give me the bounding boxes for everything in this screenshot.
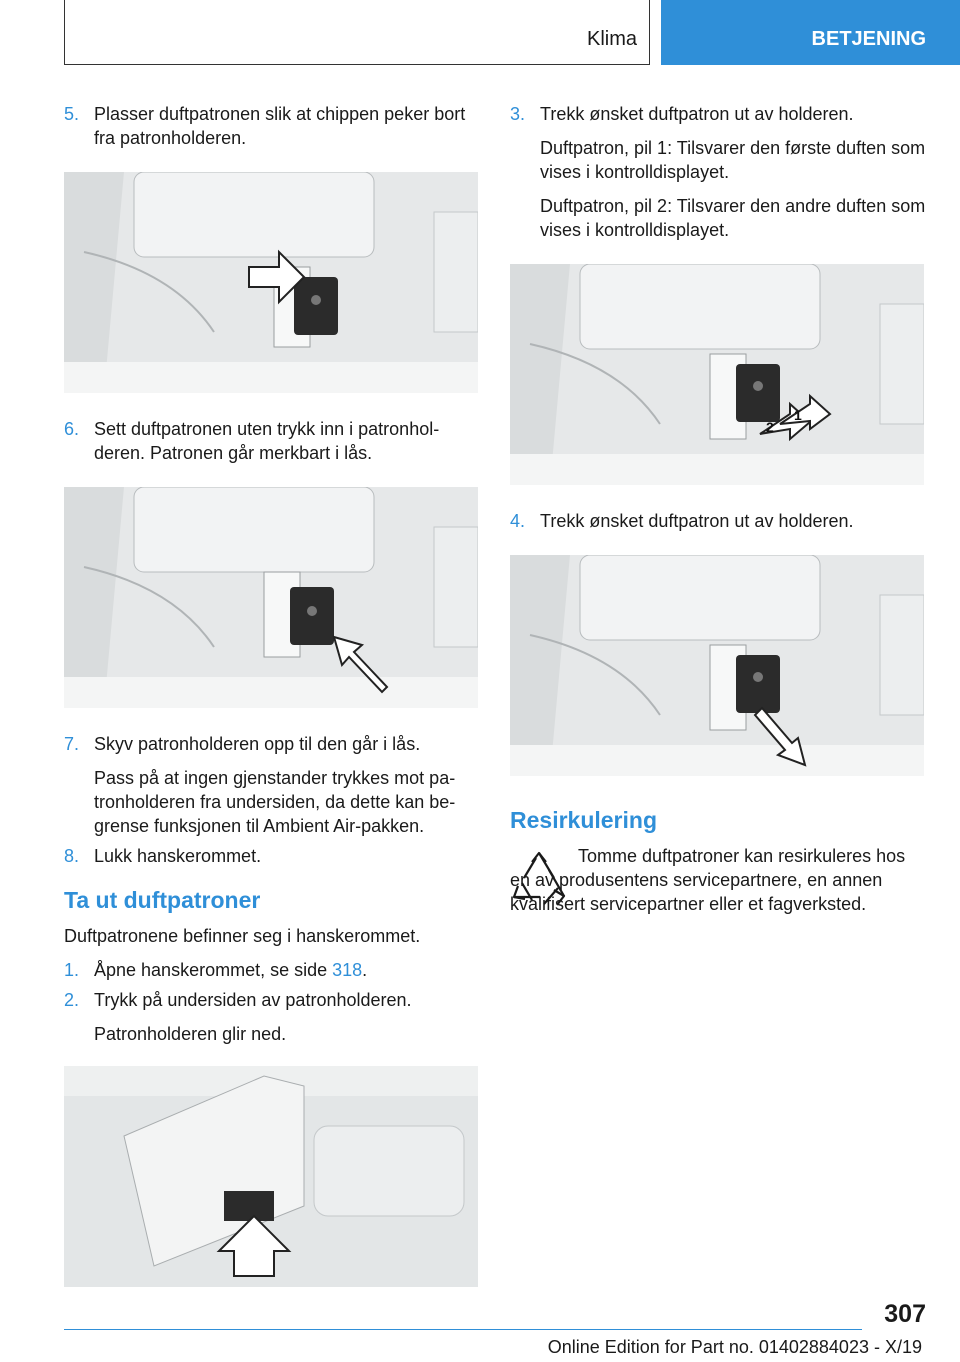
figure-two-cartridges bbox=[510, 264, 924, 485]
page-number: 307 bbox=[884, 1300, 926, 1328]
glovebox-illustration bbox=[64, 1066, 478, 1287]
step-number: 6. bbox=[64, 419, 80, 439]
header-section-box bbox=[64, 0, 650, 65]
figure-pull-cartridge bbox=[510, 555, 924, 776]
glovebox-illustration bbox=[510, 264, 924, 485]
figure-insert-cartridge bbox=[64, 172, 478, 393]
step-text: Lukk hanskerommet. bbox=[94, 846, 262, 866]
step-7 bbox=[64, 732, 476, 838]
section-intro: Duftpatronene befinner seg i hanskerommet. bbox=[64, 926, 421, 946]
step-6 bbox=[64, 417, 476, 465]
figure-press-holder bbox=[64, 1066, 478, 1287]
step-text: Trekk ønsket duftpatron ut av holderen. bbox=[540, 104, 854, 124]
step-note: Patronholderen glir ned. bbox=[94, 1024, 287, 1044]
step-text bbox=[94, 958, 476, 982]
step-note: Duftpatron, pil 2: Tilsvarer den andre duften som vises i kontrolldisplayet. bbox=[540, 196, 926, 240]
section-heading-recycling: Resirkulering bbox=[510, 807, 657, 833]
recycling-block bbox=[510, 844, 926, 916]
step-number: 5. bbox=[64, 104, 80, 124]
glovebox-illustration bbox=[64, 487, 478, 708]
step-text: Trykk på undersiden av patronholderen. bbox=[94, 990, 412, 1010]
step-note: Pass på at ingen gjenstander trykkes mot patronholderen fra undersiden, da dette kan begrense funksjonen til Ambient Air-pakken. bbox=[94, 768, 456, 836]
recycle-icon bbox=[510, 850, 568, 908]
left-column bbox=[64, 102, 476, 1311]
arrow-label-2: 2 bbox=[766, 419, 774, 435]
step-number: 4. bbox=[510, 511, 526, 531]
step-text: Trekk ønsket duftpatron ut av holderen. bbox=[540, 511, 854, 531]
header-chapter-title: BETJENING bbox=[811, 28, 926, 50]
step-text: Plasser duftpatronen slik at chippen peker bort fra patronholderen. bbox=[94, 104, 466, 148]
step-5 bbox=[64, 102, 476, 150]
header-section-title: Klima bbox=[586, 28, 637, 50]
step-number: 8. bbox=[64, 846, 80, 866]
step-number: 7. bbox=[64, 734, 80, 754]
arrow-label-1: 1 bbox=[794, 407, 802, 423]
glovebox-illustration bbox=[64, 172, 478, 393]
step-number: 1. bbox=[64, 960, 80, 980]
step-4 bbox=[510, 509, 926, 533]
step-3 bbox=[510, 102, 926, 242]
step-8 bbox=[64, 844, 476, 868]
footer-edition: Online Edition for Part no. 01402884023 - X/19 bbox=[547, 1337, 922, 1357]
right-column bbox=[510, 102, 926, 916]
step-text-end: . bbox=[362, 960, 368, 980]
step-text: Sett duftpatronen uten trykk inn i patronholderen. Patronen går merkbart i lås. bbox=[94, 419, 440, 463]
step-text-start: Åpne hanskerommet, se side bbox=[94, 960, 333, 980]
recycling-text: Tomme duftpatroner kan resirkuleres hos en av produsentens servicepartnere, en annen kvalifisert servicepartner eller et fagverksted. bbox=[510, 846, 906, 914]
footer-divider bbox=[64, 1329, 862, 1330]
page-reference-link[interactable]: 318 bbox=[332, 960, 363, 980]
step-number: 3. bbox=[510, 104, 526, 124]
header-chapter-tab bbox=[661, 0, 960, 65]
section-heading-remove: Ta ut duftpatroner bbox=[64, 887, 261, 913]
figure-cartridge-locked bbox=[64, 487, 478, 708]
glovebox-illustration bbox=[510, 555, 924, 776]
step-text: Skyv patronholderen opp til den går i lås. bbox=[94, 734, 421, 754]
step-number: 2. bbox=[64, 990, 80, 1010]
step-note: Duftpatron, pil 1: Tilsvarer den første duften som vises i kontrolldisplayet. bbox=[540, 138, 926, 182]
step-1 bbox=[64, 958, 476, 982]
step-2 bbox=[64, 988, 476, 1046]
